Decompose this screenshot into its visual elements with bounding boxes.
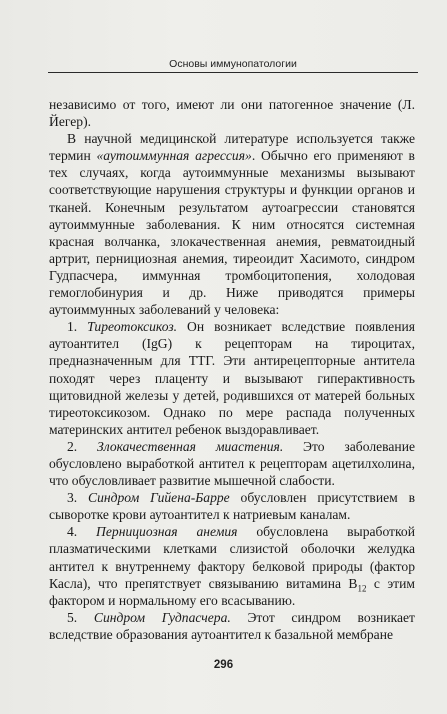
item-number: 4. [67, 524, 97, 540]
paragraph-autoimmune-aggression [49, 130, 415, 318]
item-number: 3. [67, 490, 89, 506]
item-number: 2. [67, 438, 98, 454]
paragraph-text: В научной медицинской литературе используется также термин [49, 131, 415, 164]
paragraph-text: независимо от того, имеют ли они патогенное значение (Л. Йегер). [49, 97, 415, 130]
list-item-pernicious-anemia [49, 523, 415, 608]
list-item-thyrotoxicosis [49, 318, 415, 438]
item-term: Злокачественная миастения. [97, 438, 284, 454]
item-term: Синдром Гийена-Барре [88, 490, 230, 506]
running-title: Основы иммунопатологии [169, 58, 297, 70]
item-text: с этим фактором и нормальному его всасыванию. [49, 575, 416, 608]
running-header [48, 56, 418, 73]
paragraph-text: . Обычно его применяют в тех случаях, когда аутоиммунные механизмы вызывают соответствующие нарушения структуры и функции органов и тканей. Конечным результатом аутоагрессии становятся аутоиммунные заболевания. К ним относятся системная красная волчанка, злокачественная анемия, ревматоидный артрит, пернициозная анемия, тиреоидит Хасимото, синдром Гудпасчера, иммунная тромбоцитопения, холодовая гемоглобинурия и др. Ниже приводятся примеры аутоиммунных заболеваний у человека: [49, 148, 415, 318]
paragraph-continuation [49, 96, 415, 130]
list-item-goodpasture [49, 609, 415, 643]
item-text: Это заболевание обусловлено выработкой антител к рецепторам ацетилхолина, что обусловливает развитие мышечной слабости. [49, 438, 416, 489]
page-number: 296 [213, 659, 234, 671]
list-item-guillain-barre [49, 489, 415, 523]
page-body [49, 96, 415, 643]
item-number: 5. [67, 609, 94, 625]
term-italic: «аутоиммунная агрессия» [96, 148, 252, 164]
item-text: обусловлен присутствием в сыворотке крови аутоантител к натриевым каналам. [49, 490, 415, 523]
item-term: Синдром Гудпасчера. [93, 609, 231, 625]
item-term: Пернициозная анемия [96, 524, 238, 540]
item-text: обусловлена выработкой плазматическими клетками слизистой оболочки желудка антител к внутреннему фактору белковой природы (фактор Касла), что препятствует связыванию витамина В [49, 524, 415, 591]
item-number: 1. [67, 319, 88, 335]
item-term: Тиреотоксикоз. [87, 319, 178, 335]
vitamin-subscript: 12 [357, 583, 367, 594]
item-text: Этот синдром возникает вследствие образования аутоантител к базальной мембране [49, 609, 415, 642]
item-text: Он возникает вследствие появления аутоантител (IgG) к рецепторам на тироцитах, предназначенным для ТТГ. Эти антирецепторные антитела походят через плаценту и вызывают гиперактивность щитовидной железы у детей, родившихся от матерей больных тиреотоксикозом. Однако по мере распада полученных материнских антител ребенок выздоравливает. [49, 319, 416, 437]
list-item-myasthenia [49, 438, 415, 489]
